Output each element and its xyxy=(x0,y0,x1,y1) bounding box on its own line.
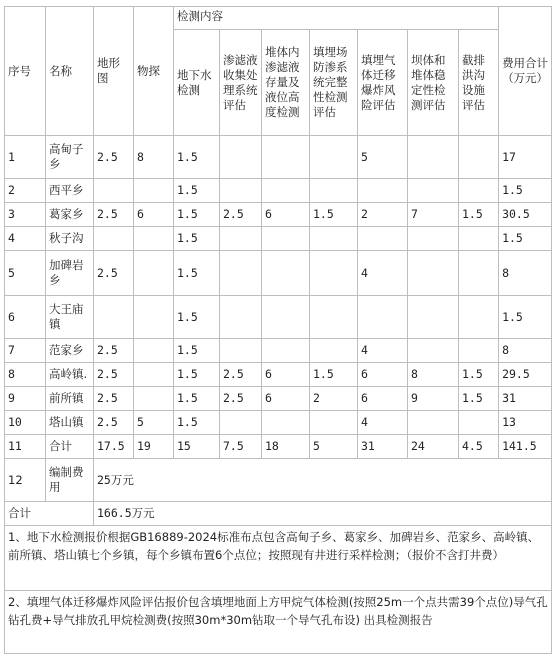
cell-leachate-level xyxy=(262,411,310,435)
header-cost: 费用合计（万元） xyxy=(499,7,552,136)
cell-groundwater: 1.5 xyxy=(174,296,220,339)
cell-terrain: 2.5 xyxy=(94,251,134,296)
header-groundwater: 地下水检测 xyxy=(174,30,220,136)
compile-seq: 12 xyxy=(5,459,46,502)
cell-geophys xyxy=(134,363,174,387)
table-row xyxy=(5,387,552,411)
table-row xyxy=(5,411,552,435)
cost-table xyxy=(4,6,552,654)
cell-dam: 9 xyxy=(408,387,459,411)
cell-dam: 8 xyxy=(408,363,459,387)
cell-geophys xyxy=(134,387,174,411)
header-name: 名称 xyxy=(46,7,94,136)
compile-value: 25万元 xyxy=(94,459,552,502)
cell-leachate-system: 2.5 xyxy=(220,363,262,387)
header-seq: 序号 xyxy=(5,7,46,136)
header-group: 检测内容 xyxy=(174,7,499,30)
cell-gas: 5 xyxy=(358,136,408,179)
cell-drain: 1.5 xyxy=(459,203,499,227)
cell-cost: 1.5 xyxy=(499,296,552,339)
cell-groundwater: 1.5 xyxy=(174,387,220,411)
cell-cost: 31 xyxy=(499,387,552,411)
cell-gas: 31 xyxy=(358,435,408,459)
cell-leachate-level xyxy=(262,251,310,296)
cell-leachate-system xyxy=(220,179,262,203)
cell-groundwater: 1.5 xyxy=(174,136,220,179)
cell-leachate-level: 6 xyxy=(262,387,310,411)
cell-dam xyxy=(408,251,459,296)
header-dam: 坝体和堆体稳定性检测评估 xyxy=(408,30,459,136)
cell-drain xyxy=(459,296,499,339)
cell-seepage xyxy=(310,136,358,179)
cell-terrain: 2.5 xyxy=(94,203,134,227)
cell-leachate-level: 18 xyxy=(262,435,310,459)
cell-groundwater: 1.5 xyxy=(174,227,220,251)
cell-cost: 17 xyxy=(499,136,552,179)
cell-dam xyxy=(408,179,459,203)
cell-name: 西平乡 xyxy=(46,179,94,203)
cell-seepage xyxy=(310,411,358,435)
cell-seq: 11 xyxy=(5,435,46,459)
cell-leachate-level xyxy=(262,179,310,203)
cell-terrain xyxy=(94,179,134,203)
cell-groundwater: 1.5 xyxy=(174,363,220,387)
cell-seepage xyxy=(310,227,358,251)
cell-drain: 4.5 xyxy=(459,435,499,459)
cell-groundwater: 1.5 xyxy=(174,179,220,203)
cell-leachate-level xyxy=(262,296,310,339)
cell-seq: 8 xyxy=(5,363,46,387)
cell-drain xyxy=(459,251,499,296)
table-row xyxy=(5,227,552,251)
cell-drain xyxy=(459,227,499,251)
cell-dam xyxy=(408,411,459,435)
header-gas: 填埋气体迁移爆炸风险评估 xyxy=(358,30,408,136)
table-row xyxy=(5,179,552,203)
cell-cost: 1.5 xyxy=(499,179,552,203)
cell-groundwater: 1.5 xyxy=(174,339,220,363)
cell-groundwater: 1.5 xyxy=(174,411,220,435)
table-row xyxy=(5,136,552,179)
cell-terrain xyxy=(94,227,134,251)
table-row xyxy=(5,203,552,227)
cell-seepage: 1.5 xyxy=(310,363,358,387)
cell-terrain xyxy=(94,296,134,339)
cell-drain xyxy=(459,411,499,435)
cell-groundwater: 1.5 xyxy=(174,251,220,296)
cell-leachate-system xyxy=(220,339,262,363)
header-geophys: 物探 xyxy=(134,7,174,136)
cell-leachate-level: 6 xyxy=(262,363,310,387)
cell-leachate-system xyxy=(220,227,262,251)
cell-terrain: 17.5 xyxy=(94,435,134,459)
cell-cost: 8 xyxy=(499,251,552,296)
cell-dam xyxy=(408,339,459,363)
cell-dam: 7 xyxy=(408,203,459,227)
cell-cost: 30.5 xyxy=(499,203,552,227)
cell-terrain: 2.5 xyxy=(94,339,134,363)
cell-name: 大王庙镇 xyxy=(46,296,94,339)
cell-name: 合计 xyxy=(46,435,94,459)
cell-leachate-system xyxy=(220,411,262,435)
cell-leachate-system xyxy=(220,296,262,339)
cell-geophys xyxy=(134,339,174,363)
cell-leachate-system: 7.5 xyxy=(220,435,262,459)
header-leachate-level: 堆体内渗滤液存量及液位高度检测 xyxy=(262,30,310,136)
cell-cost: 141.5 xyxy=(499,435,552,459)
cell-leachate-level: 6 xyxy=(262,203,310,227)
cell-geophys xyxy=(134,296,174,339)
cell-name: 加碑岩乡 xyxy=(46,251,94,296)
cell-name: 高甸子乡 xyxy=(46,136,94,179)
cell-name: 秋子沟 xyxy=(46,227,94,251)
header-drain: 截排洪沟设施评估 xyxy=(459,30,499,136)
cell-drain: 1.5 xyxy=(459,363,499,387)
cell-dam xyxy=(408,296,459,339)
cell-leachate-level xyxy=(262,136,310,179)
cell-seq: 3 xyxy=(5,203,46,227)
cell-seepage: 2 xyxy=(310,387,358,411)
cell-seepage: 1.5 xyxy=(310,203,358,227)
cell-cost: 1.5 xyxy=(499,227,552,251)
cell-geophys xyxy=(134,227,174,251)
cell-geophys: 6 xyxy=(134,203,174,227)
cell-cost: 29.5 xyxy=(499,363,552,387)
cell-seq: 9 xyxy=(5,387,46,411)
table-row xyxy=(5,435,552,459)
cell-seepage xyxy=(310,179,358,203)
cell-seq: 6 xyxy=(5,296,46,339)
header-terrain: 地形图 xyxy=(94,7,134,136)
cell-drain xyxy=(459,136,499,179)
cell-seepage xyxy=(310,296,358,339)
total-label: 合计 xyxy=(5,502,94,526)
cell-leachate-level xyxy=(262,339,310,363)
cell-gas: 6 xyxy=(358,387,408,411)
cell-name: 塔山镇 xyxy=(46,411,94,435)
cell-gas: 4 xyxy=(358,411,408,435)
cell-dam xyxy=(408,136,459,179)
cell-leachate-system xyxy=(220,251,262,296)
total-value: 166.5万元 xyxy=(94,502,552,526)
cell-dam xyxy=(408,227,459,251)
cell-terrain: 2.5 xyxy=(94,363,134,387)
table-row xyxy=(5,251,552,296)
cell-groundwater: 1.5 xyxy=(174,203,220,227)
cell-seq: 5 xyxy=(5,251,46,296)
cell-name: 前所镇 xyxy=(46,387,94,411)
cell-geophys xyxy=(134,251,174,296)
cell-seq: 1 xyxy=(5,136,46,179)
cell-leachate-system: 2.5 xyxy=(220,387,262,411)
cell-leachate-level xyxy=(262,227,310,251)
cell-gas: 4 xyxy=(358,339,408,363)
cell-gas xyxy=(358,179,408,203)
table-row xyxy=(5,296,552,339)
cell-seepage xyxy=(310,339,358,363)
cell-name: 高岭镇. xyxy=(46,363,94,387)
header-seepage: 填埋场防渗系统完整性检测评估 xyxy=(310,30,358,136)
cell-leachate-system xyxy=(220,136,262,179)
cell-terrain: 2.5 xyxy=(94,411,134,435)
cell-gas: 4 xyxy=(358,251,408,296)
cell-drain xyxy=(459,339,499,363)
cell-geophys: 19 xyxy=(134,435,174,459)
cell-groundwater: 15 xyxy=(174,435,220,459)
cell-seq: 10 xyxy=(5,411,46,435)
cell-terrain: 2.5 xyxy=(94,387,134,411)
cell-seq: 2 xyxy=(5,179,46,203)
table-row xyxy=(5,339,552,363)
cell-name: 葛家乡 xyxy=(46,203,94,227)
cell-cost: 8 xyxy=(499,339,552,363)
cell-seq: 7 xyxy=(5,339,46,363)
cell-dam: 24 xyxy=(408,435,459,459)
cell-cost: 13 xyxy=(499,411,552,435)
cell-geophys: 5 xyxy=(134,411,174,435)
cell-leachate-system: 2.5 xyxy=(220,203,262,227)
cell-drain: 1.5 xyxy=(459,387,499,411)
cell-terrain: 2.5 xyxy=(94,136,134,179)
cell-gas: 2 xyxy=(358,203,408,227)
note-2: 2、填埋气体迁移爆炸风险评估报价包含填埋地面上方甲烷气体检测(按照25m一个点共需39个点位)导气孔钻孔费+导气排放孔甲烷检测费(按照30m*30m钻取一个导气孔布设) 出具检测报告 xyxy=(5,591,552,654)
note-1: 1、地下水检测报价根据GB16889-2024标准布点包含高甸子乡、葛家乡、加碑岩乡、范家乡、高岭镇、前所镇、塔山镇七个乡镇，每个乡镇布置6个点位；按照现有井进行采样检测；（报价不含打井费） xyxy=(5,526,552,591)
cell-geophys: 8 xyxy=(134,136,174,179)
cell-geophys xyxy=(134,179,174,203)
cell-seq: 4 xyxy=(5,227,46,251)
header-leachate-system: 渗滤液收集处理系统评估 xyxy=(220,30,262,136)
cell-gas xyxy=(358,296,408,339)
compile-name: 编制费用 xyxy=(46,459,94,502)
cell-gas: 6 xyxy=(358,363,408,387)
table-row xyxy=(5,363,552,387)
cell-seepage: 5 xyxy=(310,435,358,459)
cell-seepage xyxy=(310,251,358,296)
cell-drain xyxy=(459,179,499,203)
cell-name: 范家乡 xyxy=(46,339,94,363)
cell-gas xyxy=(358,227,408,251)
